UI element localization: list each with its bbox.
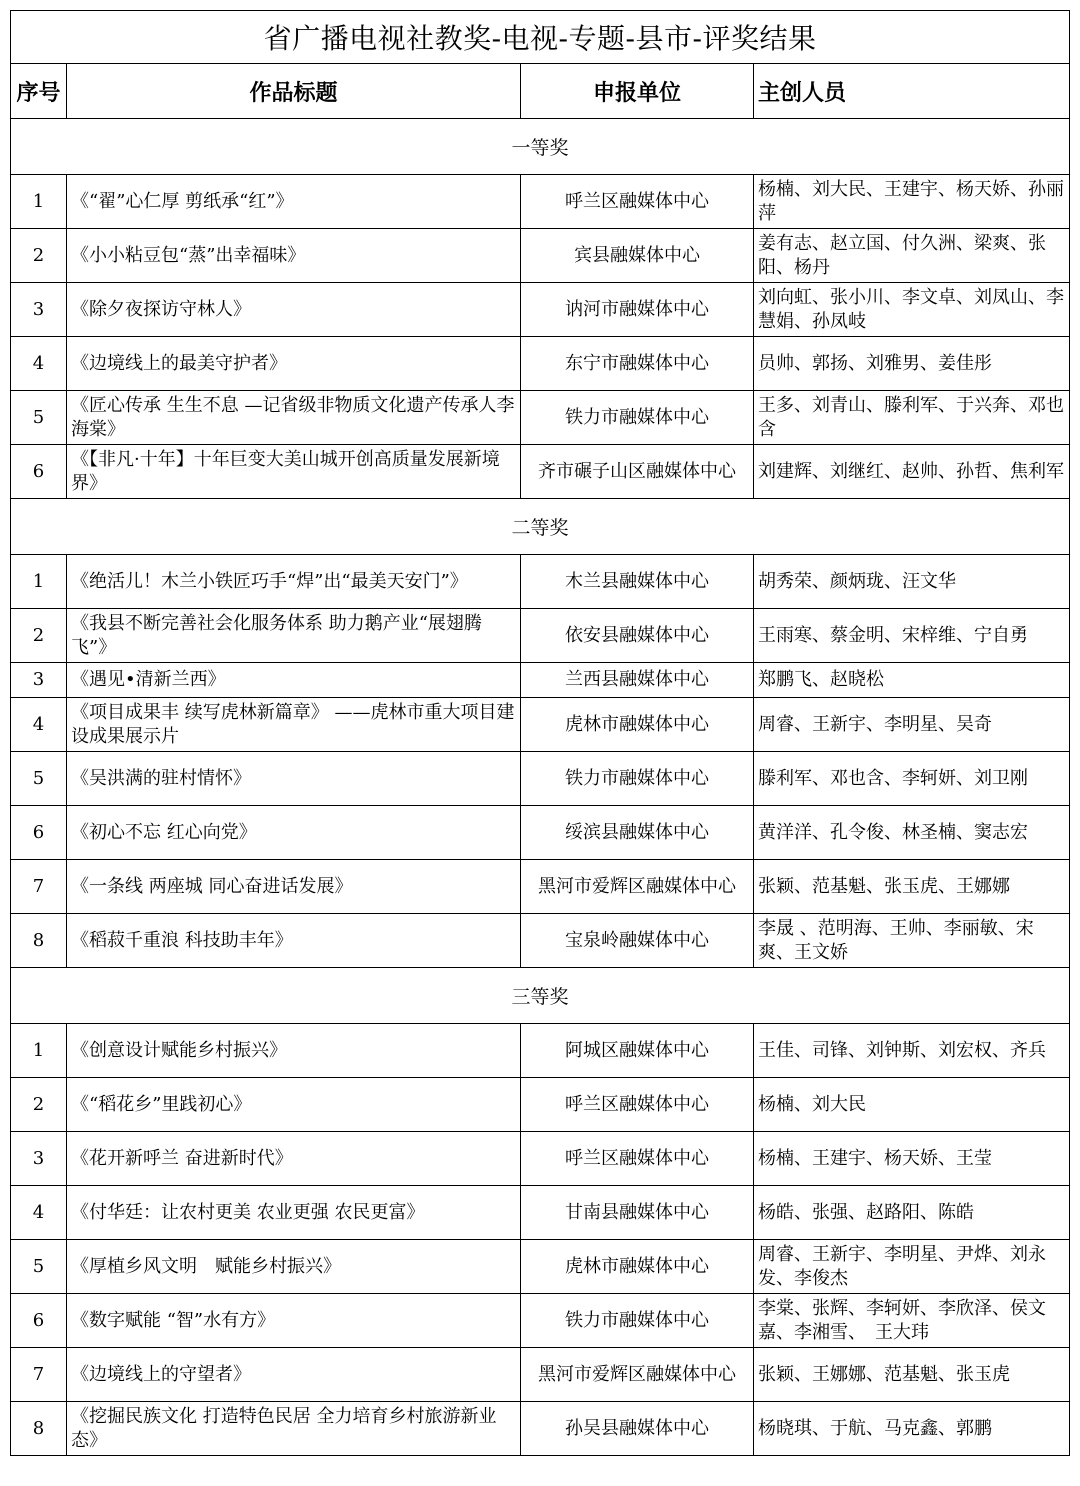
cell-no: 4 (11, 698, 67, 752)
cell-people: 黄洋洋、孔令俊、林圣楠、窦志宏 (754, 806, 1070, 860)
cell-title: 《付华廷：让农村更美 农业更强 农民更富》 (67, 1186, 521, 1240)
cell-title: 《我县不断完善社会化服务体系 助力鹅产业“展翅腾飞”》 (67, 609, 521, 663)
cell-no: 2 (11, 1078, 67, 1132)
cell-title: 《稻菽千重浪 科技助丰年》 (67, 914, 521, 968)
table-row (11, 337, 1070, 391)
cell-title: 《小小粘豆包“蒸”出幸福味》 (67, 229, 521, 283)
cell-title: 《“翟”心仁厚 剪纸承“红”》 (67, 175, 521, 229)
table-row (11, 1186, 1070, 1240)
cell-no: 5 (11, 752, 67, 806)
cell-unit: 铁力市融媒体中心 (521, 1294, 754, 1348)
cell-people: 杨楠、刘大民、王建宇、杨天娇、孙丽萍 (754, 175, 1070, 229)
table-row (11, 175, 1070, 229)
table-row (11, 914, 1070, 968)
table-row (11, 283, 1070, 337)
cell-no: 2 (11, 229, 67, 283)
cell-people: 张颖、范基魁、张玉虎、王娜娜 (754, 860, 1070, 914)
cell-title: 《创意设计赋能乡村振兴》 (67, 1024, 521, 1078)
cell-no: 1 (11, 555, 67, 609)
cell-unit: 铁力市融媒体中心 (521, 752, 754, 806)
cell-unit: 依安县融媒体中心 (521, 609, 754, 663)
cell-title: 《数字赋能 “智”水有方》 (67, 1294, 521, 1348)
cell-people: 杨皓、张强、赵路阳、陈皓 (754, 1186, 1070, 1240)
cell-unit: 甘南县融媒体中心 (521, 1186, 754, 1240)
cell-no: 1 (11, 1024, 67, 1078)
cell-people: 张颖、王娜娜、范基魁、张玉虎 (754, 1348, 1070, 1402)
cell-title: 《挖掘民族文化 打造特色民居 全力培育乡村旅游新业态》 (67, 1402, 521, 1456)
table-row (11, 1240, 1070, 1294)
cell-people: 胡秀荣、颜炳珑、汪文华 (754, 555, 1070, 609)
cell-no: 6 (11, 806, 67, 860)
table-row (11, 1024, 1070, 1078)
cell-people: 李晟 、范明海、王帅、李丽敏、宋爽、王文娇 (754, 914, 1070, 968)
cell-title: 《花开新呼兰 奋进新时代》 (67, 1132, 521, 1186)
section-row (11, 499, 1070, 555)
cell-people: 刘向虹、张小川、李文卓、刘凤山、李慧娟、孙凤岐 (754, 283, 1070, 337)
cell-title: 《除夕夜探访守林人》 (67, 283, 521, 337)
cell-title: 《遇见•清新兰西》 (67, 663, 521, 698)
section-heading: 二等奖 (11, 499, 1070, 555)
table-row (11, 609, 1070, 663)
header-unit: 申报单位 (521, 64, 754, 119)
results-document (10, 10, 1069, 1456)
table-row (11, 1132, 1070, 1186)
cell-unit: 宝泉岭融媒体中心 (521, 914, 754, 968)
table-row (11, 555, 1070, 609)
table-row (11, 445, 1070, 499)
cell-title: 《吴洪满的驻村情怀》 (67, 752, 521, 806)
cell-no: 4 (11, 1186, 67, 1240)
cell-title: 《边境线上的守望者》 (67, 1348, 521, 1402)
results-table (10, 10, 1070, 1456)
cell-no: 3 (11, 1132, 67, 1186)
cell-title: 《匠心传承 生生不息 —记省级非物质文化遗产传承人李海棠》 (67, 391, 521, 445)
cell-people: 员帅、郭扬、刘雅男、姜佳彤 (754, 337, 1070, 391)
cell-no: 8 (11, 914, 67, 968)
table-row (11, 663, 1070, 698)
cell-unit: 讷河市融媒体中心 (521, 283, 754, 337)
cell-title: 《“稻花乡”里践初心》 (67, 1078, 521, 1132)
cell-unit: 木兰县融媒体中心 (521, 555, 754, 609)
cell-people: 刘建辉、刘继红、赵帅、孙哲、焦利军 (754, 445, 1070, 499)
cell-people: 郑鹏飞、赵晓松 (754, 663, 1070, 698)
cell-title: 《一条线 两座城 同心奋进话发展》 (67, 860, 521, 914)
cell-unit: 虎林市融媒体中心 (521, 1240, 754, 1294)
header-people: 主创人员 (754, 64, 1070, 119)
cell-unit: 黑河市爱辉区融媒体中心 (521, 860, 754, 914)
table-row (11, 806, 1070, 860)
cell-unit: 兰西县融媒体中心 (521, 663, 754, 698)
cell-people: 周睿、王新宇、李明星、尹烨、刘永发、李俊杰 (754, 1240, 1070, 1294)
table-row (11, 1078, 1070, 1132)
cell-no: 5 (11, 1240, 67, 1294)
header-title: 作品标题 (67, 64, 521, 119)
cell-unit: 呼兰区融媒体中心 (521, 1078, 754, 1132)
cell-no: 7 (11, 860, 67, 914)
header-no: 序号 (11, 64, 67, 119)
table-row (11, 698, 1070, 752)
cell-no: 4 (11, 337, 67, 391)
cell-people: 李棠、张辉、李轲妍、李欣泽、侯文嘉、李湘雪、 王大玮 (754, 1294, 1070, 1348)
cell-unit: 虎林市融媒体中心 (521, 698, 754, 752)
cell-people: 王雨寒、蔡金明、宋梓维、宁自勇 (754, 609, 1070, 663)
cell-unit: 铁力市融媒体中心 (521, 391, 754, 445)
cell-people: 王佳、司锋、刘钟斯、刘宏权、齐兵 (754, 1024, 1070, 1078)
cell-people: 杨楠、王建宇、杨天娇、王莹 (754, 1132, 1070, 1186)
cell-unit: 呼兰区融媒体中心 (521, 175, 754, 229)
cell-no: 5 (11, 391, 67, 445)
table-row (11, 1402, 1070, 1456)
cell-no: 7 (11, 1348, 67, 1402)
cell-people: 周睿、王新宇、李明星、吴奇 (754, 698, 1070, 752)
table-row (11, 229, 1070, 283)
page-title: 省广播电视社教奖-电视-专题-县市-评奖结果 (11, 11, 1070, 64)
cell-unit: 黑河市爱辉区融媒体中心 (521, 1348, 754, 1402)
cell-unit: 东宁市融媒体中心 (521, 337, 754, 391)
cell-unit: 呼兰区融媒体中心 (521, 1132, 754, 1186)
cell-no: 2 (11, 609, 67, 663)
cell-no: 1 (11, 175, 67, 229)
cell-no: 3 (11, 283, 67, 337)
table-row (11, 752, 1070, 806)
cell-title: 《绝活儿！木兰小铁匠巧手“焊”出“最美天安门”》 (67, 555, 521, 609)
cell-title: 《初心不忘 红心向党》 (67, 806, 521, 860)
table-row (11, 391, 1070, 445)
cell-no: 6 (11, 445, 67, 499)
cell-unit: 孙吴县融媒体中心 (521, 1402, 754, 1456)
section-heading: 一等奖 (11, 119, 1070, 175)
cell-no: 6 (11, 1294, 67, 1348)
cell-title: 《边境线上的最美守护者》 (67, 337, 521, 391)
cell-title: 《【非凡·十年】十年巨变大美山城开创高质量发展新境界》 (67, 445, 521, 499)
table-row (11, 860, 1070, 914)
cell-people: 杨楠、刘大民 (754, 1078, 1070, 1132)
cell-title: 《厚植乡风文明 赋能乡村振兴》 (67, 1240, 521, 1294)
cell-title: 《项目成果丰 续写虎林新篇章》 ——虎林市重大项目建设成果展示片 (67, 698, 521, 752)
cell-people: 杨晓琪、于航、马克鑫、郭鹏 (754, 1402, 1070, 1456)
cell-unit: 齐市碾子山区融媒体中心 (521, 445, 754, 499)
cell-no: 3 (11, 663, 67, 698)
table-header-row (11, 64, 1070, 119)
table-row (11, 1294, 1070, 1348)
section-heading: 三等奖 (11, 968, 1070, 1024)
cell-unit: 绥滨县融媒体中心 (521, 806, 754, 860)
cell-people: 王多、刘青山、滕利军、于兴奔、邓也含 (754, 391, 1070, 445)
table-row (11, 1348, 1070, 1402)
cell-people: 滕利军、邓也含、李轲妍、刘卫刚 (754, 752, 1070, 806)
cell-no: 8 (11, 1402, 67, 1456)
section-row (11, 968, 1070, 1024)
cell-unit: 宾县融媒体中心 (521, 229, 754, 283)
section-row (11, 119, 1070, 175)
table-body (11, 119, 1070, 1456)
cell-people: 姜有志、赵立国、付久洲、梁爽、张阳、杨丹 (754, 229, 1070, 283)
cell-unit: 阿城区融媒体中心 (521, 1024, 754, 1078)
